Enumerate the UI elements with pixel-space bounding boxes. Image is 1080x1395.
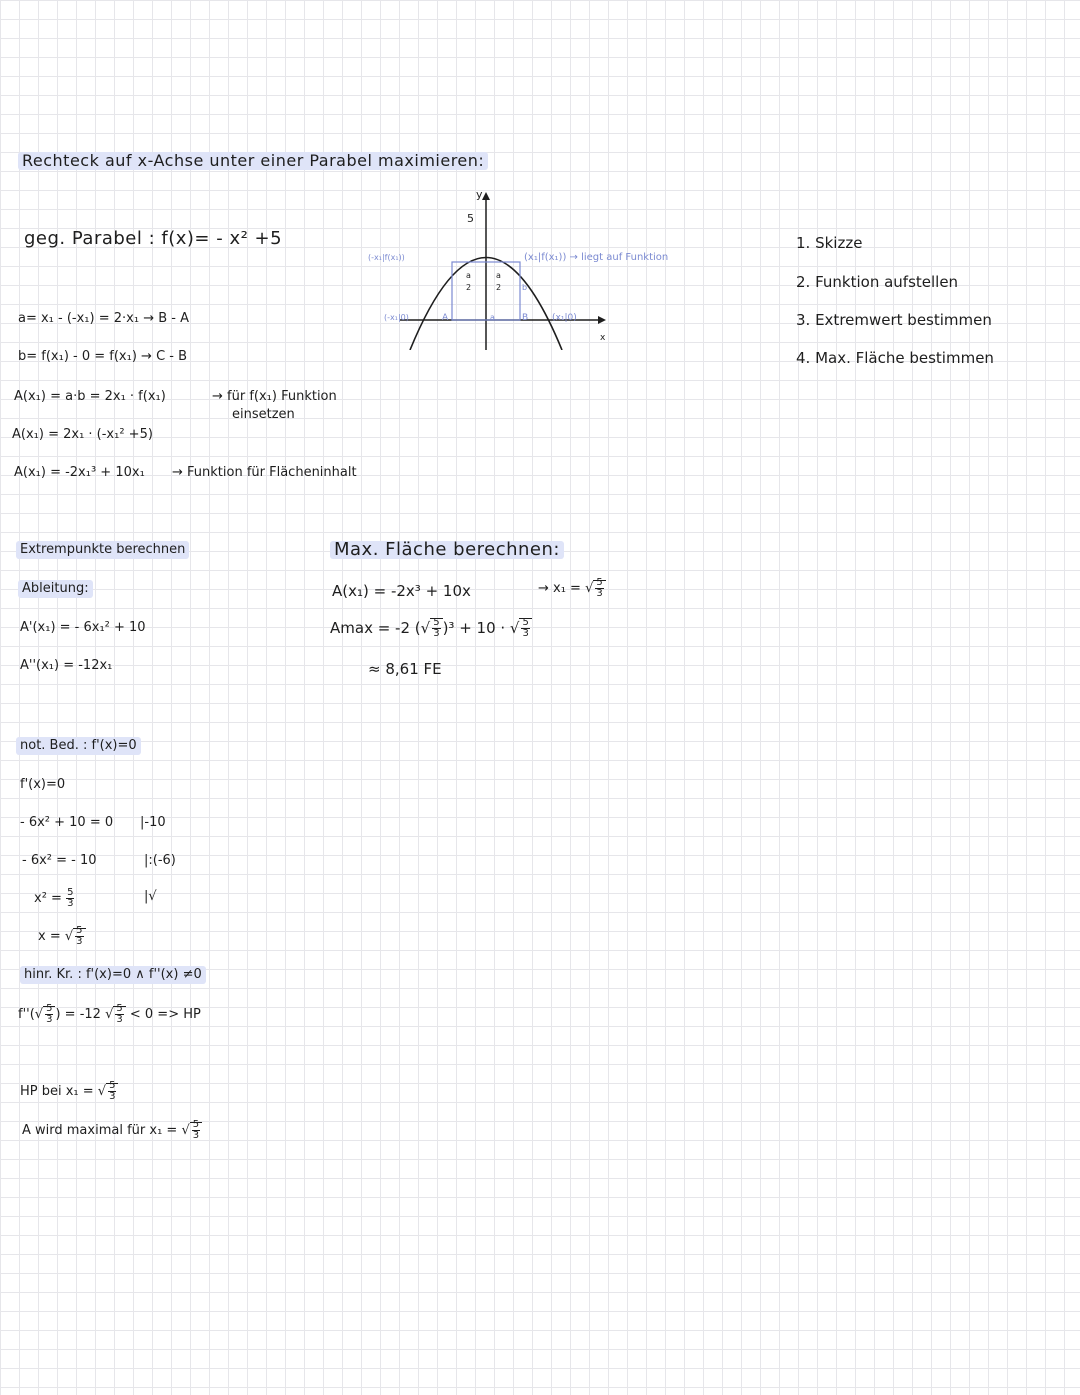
step-2: 2. Funktion aufstellen <box>796 273 959 291</box>
page-title: Rechteck auf x-Achse unter einer Parabel maximieren: <box>18 152 488 170</box>
max-area-l2-right: )³ + 10 · <box>442 619 506 637</box>
necessary-line-2: - 6x² + 10 = 0 <box>20 815 114 830</box>
step-4: 4. Max. Fläche bestimmen <box>796 349 994 367</box>
half-a-left-den: 2 <box>466 283 472 292</box>
second-derivative: A''(x₁) = -12x₁ <box>20 658 113 673</box>
necessary-line-4 <box>34 888 74 909</box>
max-area-line-1: A(x₁) = -2x³ + 10x <box>332 582 471 600</box>
half-a-right-den: 2 <box>496 283 502 292</box>
first-derivative: A'(x₁) = - 6x₁² + 10 <box>20 620 146 635</box>
conclusion-line-1: HP bei x₁ = √ $\frac{5}{3}$ <box>20 1081 118 1102</box>
conclusion-line-2: A wird maximal für x₁ = √ $\frac{5}{3}$ <box>22 1120 202 1141</box>
necessary-line-4-left: x² = <box>34 891 62 906</box>
area-formula-1: A(x₁) = a·b = 2x₁ · f(x₁) <box>14 389 166 404</box>
necessary-line-5-left: x = <box>38 929 61 944</box>
necessary-condition-heading: not. Bed. : f'(x)=0 <box>16 737 141 755</box>
area-note-3: → Funktion für Flächeninhalt <box>172 465 357 480</box>
point-left-bottom: (-x₁|0) <box>384 313 409 322</box>
step-3: 3. Extremwert bestimmen <box>796 311 992 329</box>
max-area-line-2: Amax = -2 (√ $\frac{5}{3}$ )³ + 10 · √ $\frac{5}{3}$ <box>330 618 532 639</box>
area-formula-2: A(x₁) = 2x₁ · (-x₁² +5) <box>12 427 153 442</box>
sqrt-fraction: $\frac{5}{3}$ <box>76 925 83 947</box>
sufficient-right: < 0 => HP <box>129 1007 201 1022</box>
max-area-l2-left: Amax = -2 ( <box>330 619 421 637</box>
x-axis-arrow <box>598 316 606 324</box>
parabola-sketch <box>360 190 730 350</box>
corner-A: A <box>442 313 449 323</box>
sufficient-condition-heading: hinr. Kr. : f'(x)=0 ∧ f''(x) ≠0 <box>20 966 206 984</box>
sufficient-mid: ) = -12 <box>55 1007 101 1022</box>
necessary-op-3: |:(-6) <box>144 853 176 868</box>
max-area-result: ≈ 8,61 FE <box>368 660 442 678</box>
point-right-top: (x₁|f(x₁)) → liegt auf Funktion <box>524 252 669 263</box>
max-area-arrow-text: → x₁ = <box>538 581 581 596</box>
point-left-top: (-x₁|f(x₁)) <box>368 253 405 262</box>
given-parabola: geg. Parabel : f(x)= - x² +5 <box>24 228 283 249</box>
top-value: 5 <box>467 212 474 225</box>
x-label: x <box>600 333 606 343</box>
step-1: 1. Skizze <box>796 234 863 252</box>
necessary-op-2: |-10 <box>140 815 166 830</box>
sufficient-line-1: f''(√ $\frac{5}{3}$ ) = -12 √ $\frac{5}{3}$ < 0 => HP <box>18 1003 201 1025</box>
necessary-line-3: - 6x² = - 10 <box>22 853 97 868</box>
area-formula-3: A(x₁) = -2x₁³ + 10x₁ <box>14 465 145 480</box>
side-a: a <box>490 313 495 322</box>
corner-B: B <box>522 313 529 323</box>
conclusion-1-text: HP bei x₁ = <box>20 1084 94 1099</box>
point-right-bottom: (x₁|0) <box>552 313 577 323</box>
necessary-line-1: f'(x)=0 <box>20 777 66 792</box>
fraction-5-3: $\frac{5}{3}$ <box>67 887 74 909</box>
necessary-op-4: |√ <box>144 889 157 904</box>
derivative-heading: Ableitung: <box>18 580 93 598</box>
sufficient-left: f''( <box>18 1007 35 1022</box>
conclusion-2-text: A wird maximal für x₁ = <box>22 1123 178 1138</box>
area-note-2: einsetzen <box>232 407 295 422</box>
side-b: b <box>522 283 528 292</box>
half-a-right-num: a <box>496 271 501 280</box>
necessary-line-5: x = √ $\frac{5}{3}$ <box>38 926 86 947</box>
half-a-left-num: a <box>466 271 471 280</box>
b-definition: b= f(x₁) - 0 = f(x₁) → C - B <box>18 349 188 364</box>
extrema-heading: Extrempunkte berechnen <box>16 541 189 559</box>
y-axis-arrow <box>482 192 490 200</box>
max-area-heading: Max. Fläche berechnen: <box>330 541 564 559</box>
a-definition: a= x₁ - (-x₁) = 2·x₁ → B - A <box>18 311 189 326</box>
max-area-arrow: → x₁ = √ $\frac{5}{3}$ <box>538 578 606 599</box>
area-note-1: → für f(x₁) Funktion <box>212 389 337 404</box>
y-label: y <box>476 190 483 201</box>
